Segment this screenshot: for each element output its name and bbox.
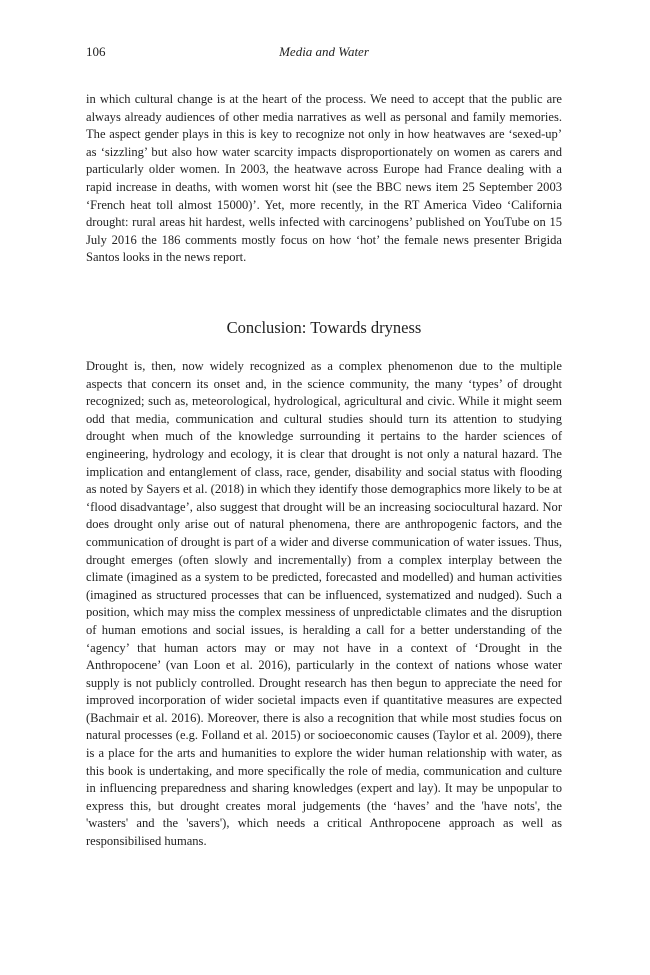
section-heading: Conclusion: Towards dryness xyxy=(226,318,422,337)
body-paragraph-1: in which cultural change is at the heart of the process. We need to accept that the public are always already audiences of other media narratives as well as personal and family memories. The aspect gender plays in this is key to recognize not only in how heatwaves are ‘sexed-up’ as ‘sizzling’ but also how water scarcity impacts disproportionately on women as carers and particularly older women. In 2003, the heatwave across Europe had France dealing with a rapid increase in deaths, with women worst hit (see the BBC news item 25 September 2003 ‘French heat toll almost 15000)’. Yet, more recently, in the RT America Video ‘California drought: rural areas hit hardest, wells infected with carcinogens’ published on YouTube on 15 July 2016 the 186 comments mostly focus on how ‘hot’ the female news presenter Brigida Santos looks in the news report. xyxy=(86,92,562,265)
body-paragraph-2: Drought is, then, now widely recognized as a complex phenomenon due to the multiple aspects that concern its onset and, in the science community, the many ‘types’ of drought recognized; such as, meteorological, hydrological, agricultural and civic. While it might seem odd that media, communication and cultural studies should turn its attention to studying drought when much of the knowledge surrounding it pertains to the harder sciences of engineering, hydrology and ecology, it is clear that drought is not only a natural hazard. The implication and entanglement of class, race, gender, disability and social status with flooding as noted by Sayers et al. (2018) in which they identify those demographics more likely to be at ‘flood disadvantage’, also suggest that drought will be an increasing sociocultural hazard. Nor does drought only arise out of natural phenomena, there are anthropogenic factors, and the communication of drought is part of a wider and diverse communication of water issues. Thus, drought emerges (often slowly and incrementally) from a complex interplay between the climate (imagined as a system to be predicted, forecasted and modelled) and human activities (imagined as structured processes that can be influenced, systematized and nudged). Such a position, which may miss the complex messiness of unpredictable climates and the disruption of human emotions and social issues, is heralding a call for a better understanding of the ‘agency’ that human actors may or may not have in a context of ‘Drought in the Anthropocene’ (van Loon et al. 2016), particularly in the context of nations whose water supply is not publicly controlled. Drought research has then begun to appreciate the need for improved incorporation of wider societal impacts even if quantitative measures are expected (Bachmair et al. 2016). Moreover, there is also a recognition that while most studies focus on natural processes (e.g. Folland et al. 2015) or socioeconomic causes (Taylor et al. 2009), there is a place for the arts and humanities to explore the wider human relationship with water, as this book is undertaking, and more specifically the role of media, communication and culture in influencing preparedness and sharing knowledges (expert and lay). It may be unpopular to express this, but drought creates moral judgements (the ‘haves’ and the 'have nots', the 'wasters' and the 'savers'), which needs a critical Anthropocene approach as well as responsibilised humans. xyxy=(86,359,562,849)
page-number: 106 xyxy=(86,44,106,59)
running-head xyxy=(86,44,562,64)
running-title: Media and Water xyxy=(279,44,369,59)
